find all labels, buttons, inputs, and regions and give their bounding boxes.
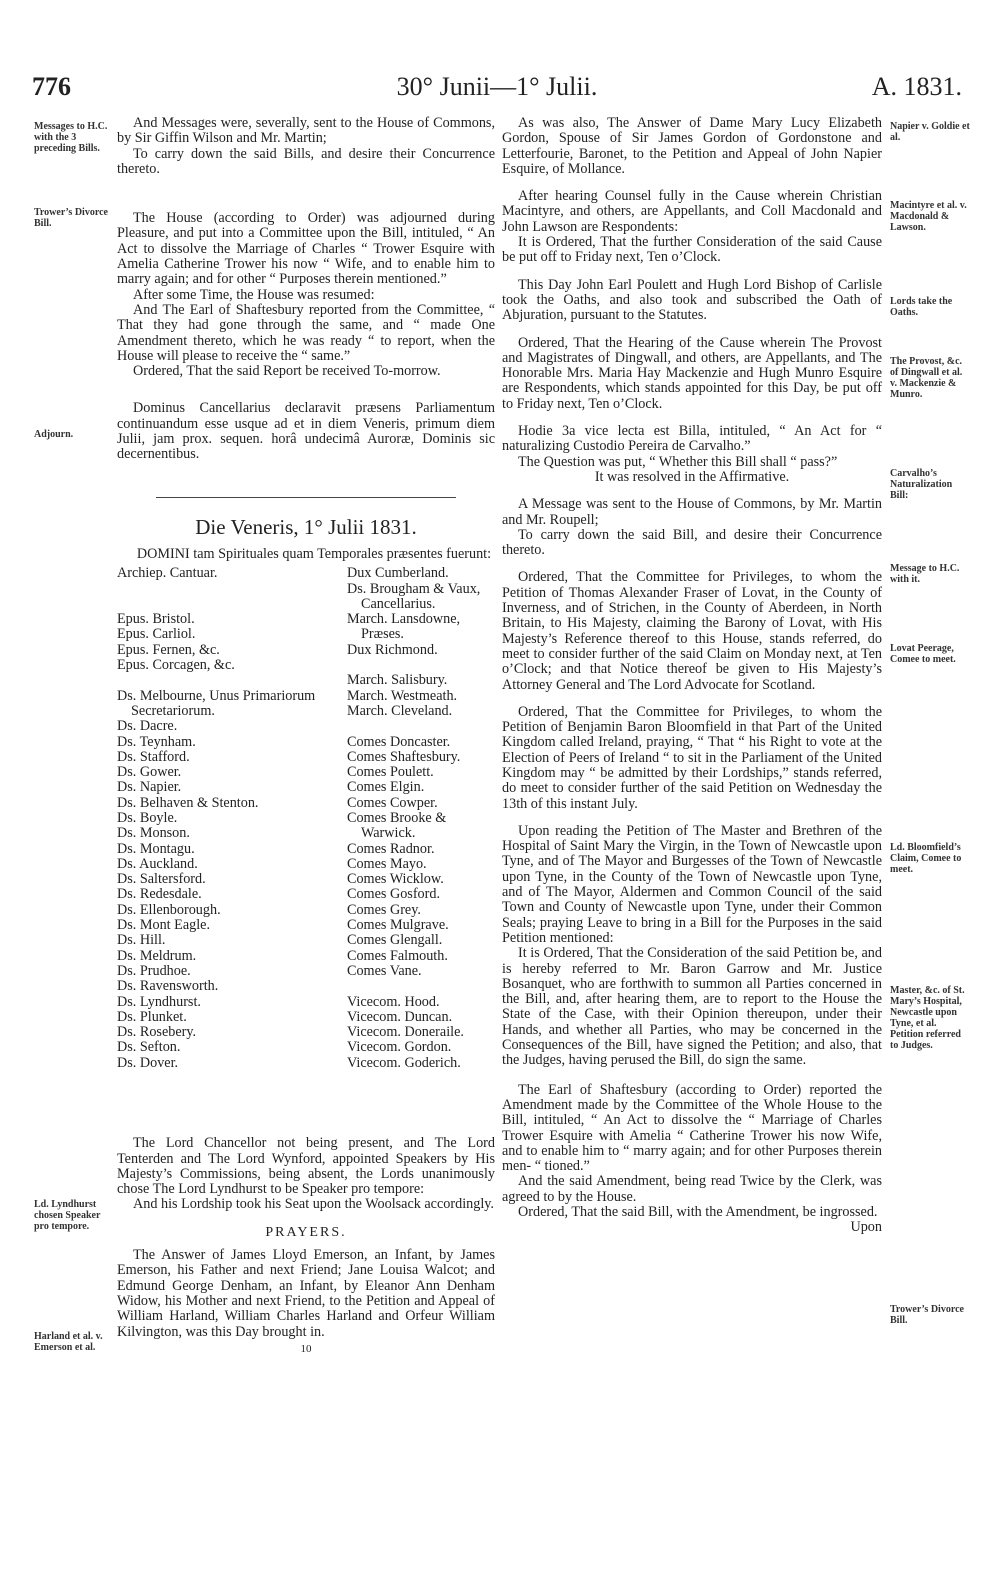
lord-entry: Ds. Napier. xyxy=(117,779,182,796)
lords-present-list xyxy=(117,566,495,1136)
lord-entry: Ds. Brougham & Vaux, xyxy=(347,580,481,597)
paragraph: This Day John Earl Poulett and Hugh Lord Bishop of Carlisle took the Oaths, and also took and subscribed the Oath of Abjuration, pursuant to the Statutes. xyxy=(502,276,882,324)
catchword: Upon xyxy=(850,1219,882,1236)
lord-entry: Comes Brooke & xyxy=(347,809,447,826)
lord-entry: Comes Mayo. xyxy=(347,855,427,872)
lord-entry: Ds. Mont Eagle. xyxy=(117,917,210,934)
paragraph: After some Time, the House was resumed: xyxy=(133,286,375,303)
paragraph: It is Ordered, That the Consideration of the said Petition be, and is hereby referred to Mr. Baron Garrow and Mr. Justice Bosanquet, who are forthwith to summon all Parties concerned in the Bill, and, after hearing them, are to report to the House the State of the Case, with their Opinion thereupon, under their Hands, and whether all Parties, who may be concerned in the Consequences of the Bill, have signed the Petition; and also, that the Judges, having perused the Bill, do sign the same. xyxy=(502,945,882,1069)
lord-entry xyxy=(347,719,497,734)
lord-entry: Vicecom. Hood. xyxy=(347,993,440,1010)
page-header xyxy=(32,72,962,112)
lord-entry xyxy=(117,582,337,597)
paragraph: Ordered, That the Committee for Privileges, to whom the Petition of Benjamin Baron Bloomfield in that Part of the United Kingdom called Ireland, praying, “ That “ his Right to vote at the Election of Peers of Ireland “ to sit in the Parliament of the United Kingdom may “ be admitted by their Lordships,” stands referred, do meet to consider further of the said Petition on Wednesday the 13th of this instant July. xyxy=(502,703,882,812)
paragraph: Upon reading the Petition of The Master and Brethren of the Hospital of Saint Mary the Virgin, in the Town of Newcastle upon Tyne, and of The Mayor and Burgesses of the Town of Newcastle upon Tyne, in the County of the Town of Newcastle upon Tyne, and of The Mayor, Aldermen and Common Council of the said Town and County of Newcastle upon Tyne, under their Common Seals; praying Leave to bring in a Bill for the Purposes in the said Petition mentioned: xyxy=(502,822,882,946)
lord-entry: Comes Glengall. xyxy=(347,932,443,949)
lord-entry: Ds. Auckland. xyxy=(117,855,198,872)
lord-entry: Vicecom. Goderich. xyxy=(347,1054,461,1071)
lord-entry: Vicecom. Doneraile. xyxy=(347,1024,464,1041)
margin-note: Message to H.C. with it. xyxy=(890,563,960,585)
lord-entry: Dux Cumberland. xyxy=(347,565,449,582)
lord-entry: Ds. Montagu. xyxy=(117,840,195,857)
paragraph: The Earl of Shaftesbury (according to Order) reported the Amendment made by the Committee of the Whole House to the Bill, intituled, “ An Act to dissolve the “ Marriage of Charles Trower Esquire with Amelia “ Catherine Trower his now Wife, and to enable him to “ marry again; and for other Purposes therein men- “ tioned.” xyxy=(502,1081,882,1175)
paragraph: And his Lordship took his Seat upon the Woolsack accordingly. xyxy=(133,1196,494,1213)
lord-entry: Epus. Fernen, &c. xyxy=(117,641,220,658)
lord-entry: Ds. Boyle. xyxy=(117,809,178,826)
lord-entry: Comes Doncaster. xyxy=(347,733,451,750)
lord-entry: Ds. Saltersford. xyxy=(117,871,206,888)
lord-entry xyxy=(347,979,497,994)
paragraph: Ordered, That the said Bill, with the Amendment, be ingrossed. xyxy=(518,1204,878,1220)
margin-note: Messages to H.C. with the 3 preceding Bills. xyxy=(34,121,108,154)
margin-note: Ld. Lyndhurst chosen Speaker pro tempore. xyxy=(34,1199,101,1232)
lord-entry: Dux Richmond. xyxy=(347,641,438,658)
lord-entry: Comes Mulgrave. xyxy=(347,917,449,934)
right-column xyxy=(502,116,882,1236)
prayers-heading: PRAYERS. xyxy=(265,1224,347,1240)
lord-entry: Ds. Monson. xyxy=(117,825,190,842)
lord-entry: Ds. Meldrum. xyxy=(117,947,197,964)
margin-note: Adjourn. xyxy=(34,429,74,440)
lord-entry: March. Cleveland. xyxy=(347,702,453,719)
paragraph: A Message was sent to the House of Commons, by Mr. Martin and Mr. Roupell; xyxy=(502,496,882,528)
lord-entry: March. Lansdowne, xyxy=(347,611,461,628)
margin-note: Harland et al. v. Emerson et al. xyxy=(34,1331,103,1353)
lord-entry: Ds. Hill. xyxy=(117,932,166,949)
lord-entry: Ds. Ellenborough. xyxy=(117,901,221,918)
paragraph: It is Ordered, That the further Consideration of the said Cause be put off to Friday next, Ten o’Clock. xyxy=(502,234,882,266)
margin-note: Carvalho’s Naturalization Bill: xyxy=(890,468,953,501)
paragraph: As was also, The Answer of Dame Mary Lucy Elizabeth Gordon, Spouse of Sir James Gordon of Gordonstone and Letterfourie, Baronet, to the Petition and Appeal of John Napier Esquire, of Mollance. xyxy=(502,115,882,177)
lord-entry: Ds. Rosebery. xyxy=(117,1024,197,1041)
paragraph: It was resolved in the Affirmative. xyxy=(594,468,790,485)
paragraph: To carry down the said Bills, and desire their Concurrence thereto. xyxy=(117,145,495,177)
paragraph: Ordered, That the Committee for Privileges, to whom the Petition of Thomas Alexander Fraser of Lovat, in the County of Inverness, and of Strichen, in the County of Aberdeen, in North Britain, to His Majesty, claiming the Barony of Lovat, with His Majesty’s Reference thereof to this House, stands referred, do meet to consider further of the said Claim on Monday next, at Ten o’Clock; and that Notice thereof be given to His Majesty’s Attorney General and The Lord Advocate for Scotland. xyxy=(502,569,882,693)
lord-entry: Ds. Belhaven & Stenton. xyxy=(117,794,259,811)
lord-entry: Comes Falmouth. xyxy=(347,947,448,964)
domini-line: DOMINI tam Spirituales quam Temporales præsentes fuerunt: xyxy=(136,545,492,562)
lord-entry: Ds. Lyndhurst. xyxy=(117,993,201,1010)
lord-entry: Archiep. Cantuar. xyxy=(117,565,218,582)
paragraph: The Answer of James Lloyd Emerson, an Infant, by James Emerson, his Father and next Friend; Jane Louisa Walcot; and Edmund George Denham, an Infant, by Eleanor Ann Denham Widow, his Mother and next Friend, to the Petition and Appeal of William Harland, William Charles Harland and Orfeur William Kilvington, was this Day brought in. xyxy=(117,1247,495,1340)
margin-note: Macintyre et al. v. Macdonald & Lawson. xyxy=(890,200,967,233)
left-column xyxy=(117,116,495,1357)
lord-entry: Ds. Melbourne, Unus Primariorum xyxy=(117,687,316,704)
lord-entry: Ds. Sefton. xyxy=(117,1039,181,1056)
paragraph: The House (according to Order) was adjourned during Pleasure, and put into a Committee upon the Bill, intituled, “ An Act to dissolve the Marriage of Charles “ Trower Esquire with Amelia Catherine Trower his now “ Wife, and to enable him to marry again; and for other “ Purposes therein mentioned.” xyxy=(117,210,495,288)
margin-note: The Provost, &c. of Dingwall et al. v. Mackenzie & Munro. xyxy=(890,356,963,400)
lord-entry: Comes Wicklow. xyxy=(347,871,444,888)
lord-entry: Comes Grey. xyxy=(347,901,421,918)
paragraph: The Lord Chancellor not being present, and The Lord Tenterden and The Lord Wynford, appointed Speakers by His Majesty’s Commissions, being absent, the Lords unanimously chose The Lord Lyndhurst to be Speaker pro tempore: xyxy=(117,1135,495,1198)
lord-entry: Comes Shaftesbury. xyxy=(347,748,461,765)
lord-entry: Cancellarius. xyxy=(361,595,436,612)
lord-entry: Comes Radnor. xyxy=(347,840,435,857)
day-heading: Die Veneris, 1° Julii 1831. xyxy=(195,514,417,539)
margin-note: Napier v. Goldie et al. xyxy=(890,121,970,143)
lord-entry: Vicecom. Duncan. xyxy=(347,1008,453,1025)
paragraph: After hearing Counsel fully in the Cause wherein Christian Macintyre, and others, are Appellants, and Coll Macdonald and John Lawson are Respondents: xyxy=(502,188,882,235)
margin-note: Lords take the Oaths. xyxy=(890,296,953,318)
lord-entry: Ds. Gower. xyxy=(117,764,182,781)
lord-entry xyxy=(347,658,497,673)
lords-column-spiritual xyxy=(117,566,337,1071)
lord-entry: Comes Vane. xyxy=(347,962,422,979)
running-title: 30° Junii—1° Julii. xyxy=(396,72,598,101)
paragraph: Ordered, That the said Report be received To-morrow. xyxy=(133,363,441,380)
signature-mark: 10 xyxy=(300,1342,312,1355)
lord-entry: Ds. Stafford. xyxy=(117,748,190,765)
margin-note: Trower’s Divorce Bill. xyxy=(890,1304,964,1326)
lord-entry: Comes Elgin. xyxy=(347,779,425,796)
lord-entry: Epus. Bristol. xyxy=(117,611,195,628)
lord-entry: Epus. Carliol. xyxy=(117,626,196,643)
lords-column-temporal xyxy=(347,566,497,1071)
section-rule xyxy=(156,497,456,498)
lord-entry: Ds. Prudhoe. xyxy=(117,962,191,979)
margin-note: Lovat Peerage, Comee to meet. xyxy=(890,643,956,665)
paragraph: And Messages were, severally, sent to the House of Commons, by Sir Giffin Wilson and Mr. Martin; xyxy=(117,115,495,147)
page-number: 776 xyxy=(32,72,71,101)
lord-entry xyxy=(117,597,337,612)
paragraph: The Question was put, “ Whether this Bill shall “ pass?” xyxy=(518,453,838,470)
lord-entry: Comes Poulett. xyxy=(347,764,434,781)
paragraph: Ordered, That the Hearing of the Cause wherein The Provost and Magistrates of Dingwall, and others, are Appellants, and The Honorable Mrs. Maria Hay Mackenzie and Hugh Munro Esquire are Respondents, which stands appointed for this Day, be put off to Friday next, Ten o’Clock. xyxy=(502,334,882,412)
lord-entry: Ds. Ravensworth. xyxy=(117,978,219,995)
paragraph: Dominus Cancellarius declaravit præsens Parliamentum continuandum esse usque ad et in diem Veneris, primum diem Julii, jam prox. sequen. horâ undecimâ Auroræ, Dominis sic decernentibus. xyxy=(117,400,495,463)
lord-entry: March. Westmeath. xyxy=(347,687,458,704)
lord-entry: Ds. Dacre. xyxy=(117,718,178,735)
margin-note: Master, &c. of St. Mary’s Hospital, Newcastle upon Tyne, et al. Petition referred to Judges. xyxy=(890,985,965,1051)
paragraph: And The Earl of Shaftesbury reported from the Committee, “ That they had gone through the same, and “ made One Amendment thereto, which he was ready “ to report, when the House will please to receive the “ same.” xyxy=(117,301,495,364)
lord-entry: Præses. xyxy=(361,626,404,643)
lord-entry: Ds. Redesdale. xyxy=(117,886,202,903)
paragraph: Hodie 3a vice lecta est Billa, intituled, “ An Act for “ naturalizing Custodio Pereira de Carvalho.” xyxy=(502,423,882,455)
paragraph: And the said Amendment, being read Twice by the Clerk, was agreed to by the House. xyxy=(502,1173,882,1205)
margin-note: Ld. Bloomfield’s Claim, Comee to meet. xyxy=(890,842,962,875)
lord-entry: Ds. Teynham. xyxy=(117,733,196,750)
lord-entry: Secretariorum. xyxy=(131,702,215,719)
lord-entry: March. Salisbury. xyxy=(347,672,448,689)
lord-entry: Warwick. xyxy=(361,825,416,842)
page-year: A. 1831. xyxy=(871,72,962,101)
lord-entry: Comes Cowper. xyxy=(347,794,438,811)
paragraph: To carry down the said Bill, and desire their Concurrence thereto. xyxy=(502,526,882,559)
lord-entry: Ds. Dover. xyxy=(117,1054,179,1071)
lord-entry: Vicecom. Gordon. xyxy=(347,1039,452,1056)
lord-entry: Comes Gosford. xyxy=(347,886,441,903)
lord-entry: Ds. Plunket. xyxy=(117,1008,187,1025)
lord-entry xyxy=(117,673,337,688)
lord-entry: Epus. Corcagen, &c. xyxy=(117,657,235,674)
margin-note: Trower’s Divorce Bill. xyxy=(34,207,108,229)
